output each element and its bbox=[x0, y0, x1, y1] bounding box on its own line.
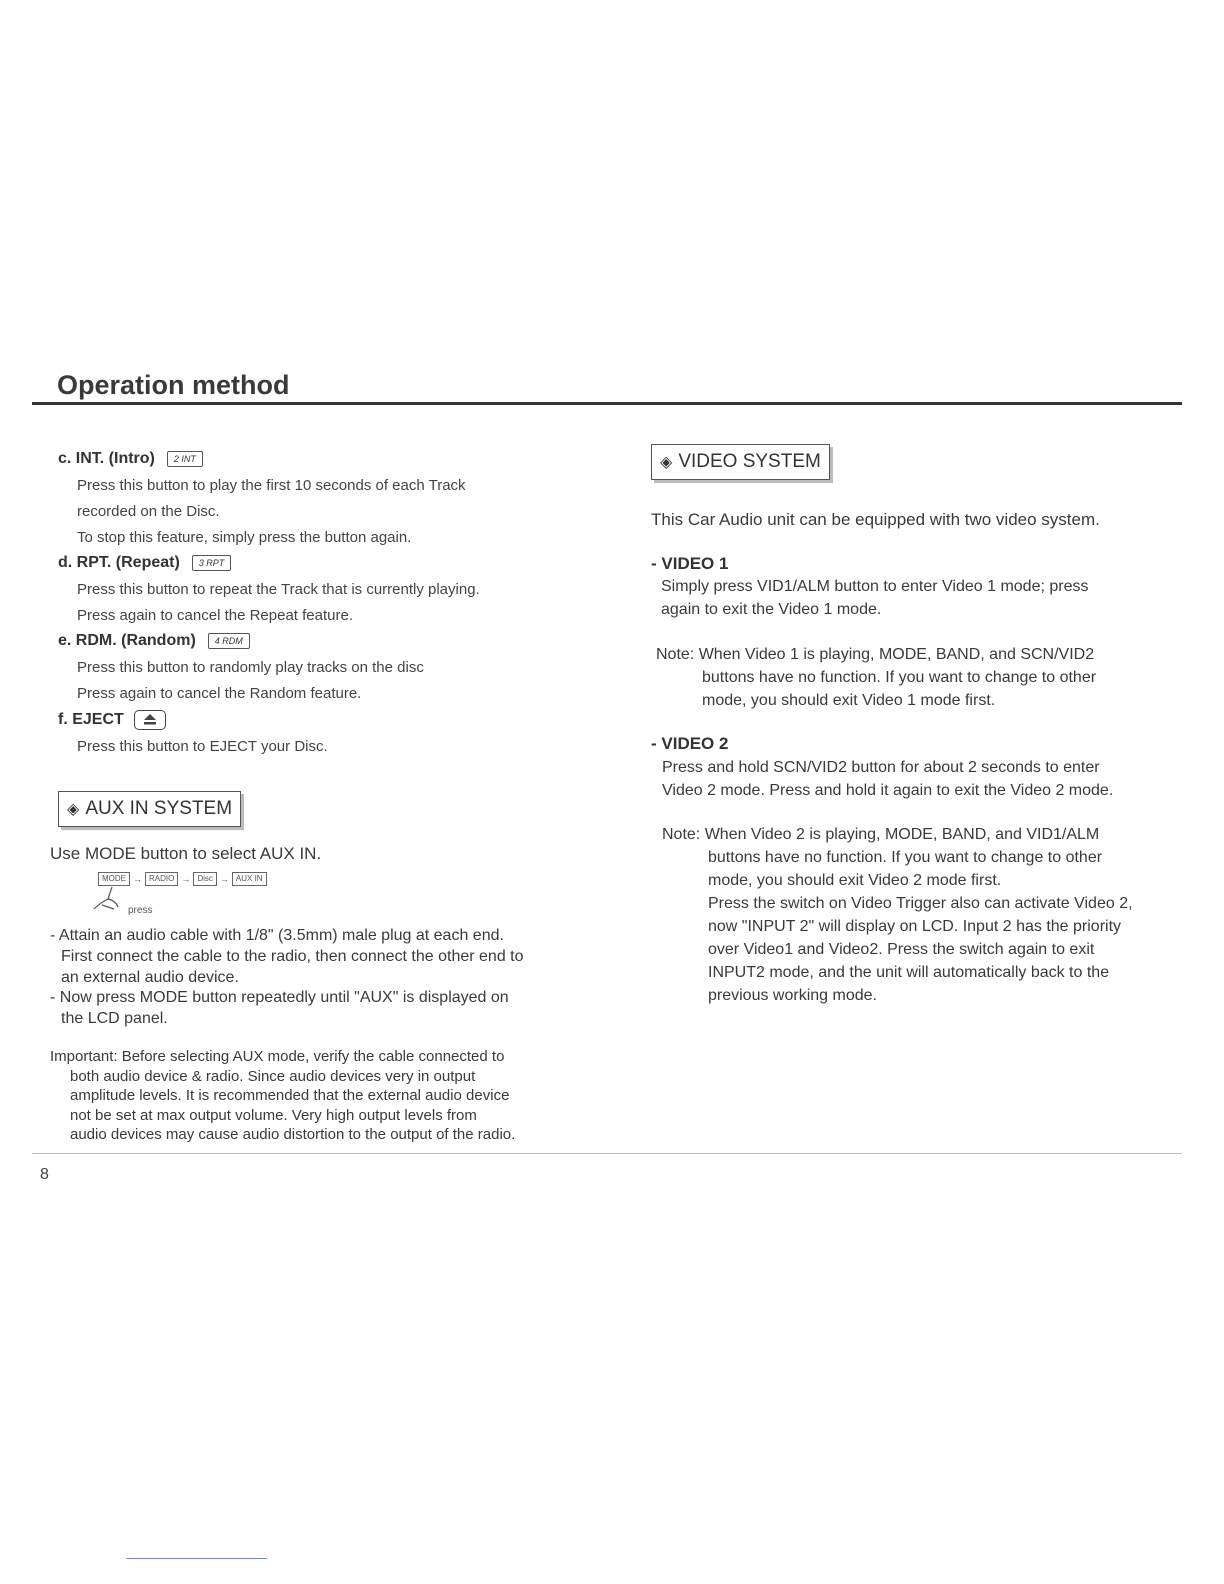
video2-note-line-2: buttons have no function. If you want to change to other bbox=[708, 849, 1103, 866]
scan-artifact-line bbox=[126, 1558, 267, 1559]
aux-important-note bbox=[50, 1047, 515, 1145]
mode-key: MODE bbox=[98, 872, 130, 886]
footer-divider bbox=[32, 1153, 1182, 1154]
video1-description bbox=[661, 575, 1088, 621]
video1-heading: - VIDEO 1 bbox=[651, 554, 729, 573]
aux-step-2-line-1: - Now press MODE button repeatedly until "AUX" is displayed on bbox=[50, 989, 509, 1006]
random-line-2: Press again to cancel the Random feature. bbox=[77, 685, 362, 702]
intro-line-3: To stop this feature, simply press the button again. bbox=[77, 529, 412, 546]
diamond-bullet-icon: ◈ bbox=[660, 454, 673, 471]
video2-note-line-8: previous working mode. bbox=[708, 987, 877, 1004]
aux-step-2 bbox=[50, 987, 509, 1029]
video-section-title: VIDEO SYSTEM bbox=[678, 451, 821, 472]
video1-line-1: Simply press VID1/ALM button to enter Video 1 mode; press bbox=[661, 578, 1089, 595]
intro-heading-label: c. INT. (Intro) bbox=[58, 450, 155, 467]
video2-note-line-3: mode, you should exit Video 2 mode first. bbox=[708, 872, 1002, 889]
repeat-description bbox=[77, 577, 480, 629]
intro-heading bbox=[58, 450, 203, 468]
video2-heading: - VIDEO 2 bbox=[651, 734, 729, 753]
aux-step-2-line-2: the LCD panel. bbox=[61, 1010, 168, 1027]
page-title: Operation method bbox=[57, 370, 290, 400]
repeat-line-1: Press this button to repeat the Track that is currently playing. bbox=[77, 581, 480, 598]
video2-description bbox=[662, 756, 1113, 802]
random-line-1: Press this button to randomly play tracks on the disc bbox=[77, 659, 424, 676]
aux-step-1 bbox=[50, 925, 524, 988]
diamond-bullet-icon: ◈ bbox=[67, 801, 80, 818]
intro-description bbox=[77, 473, 466, 551]
eject-heading-label: f. EJECT bbox=[58, 711, 124, 728]
video2-note-line-6: over Video1 and Video2. Press the switch again to exit bbox=[708, 941, 1095, 958]
eject-line-1: Press this button to EJECT your Disc. bbox=[77, 738, 328, 755]
arrow-right-icon: → bbox=[219, 874, 229, 884]
random-description bbox=[77, 655, 424, 707]
arrow-right-icon: → bbox=[181, 874, 191, 884]
radio-key: RADIO bbox=[145, 872, 178, 886]
video2-line-1: Press and hold SCN/VID2 button for about 2 seconds to enter bbox=[662, 759, 1100, 776]
important-line-4: not be set at max output volume. Very high output levels from bbox=[70, 1106, 477, 1124]
title-divider bbox=[32, 402, 1182, 405]
repeat-line-2: Press again to cancel the Repeat feature. bbox=[77, 607, 354, 624]
video1-note-line-1: Note: When Video 1 is playing, MODE, BAND, and SCN/VID2 bbox=[656, 646, 1095, 663]
intro-line-2: recorded on the Disc. bbox=[77, 503, 220, 520]
video2-note-line-1: Note: When Video 2 is playing, MODE, BAND, and VID1/ALM bbox=[662, 826, 1100, 843]
page-number: 8 bbox=[40, 1166, 49, 1183]
aux-step-1-line-1: - Attain an audio cable with 1/8" (3.5mm) male plug at each end. bbox=[50, 927, 504, 944]
aux-step-1-line-2: First connect the cable to the radio, then connect the other end to bbox=[61, 948, 524, 965]
repeat-button-badge: 3 RPT bbox=[192, 555, 232, 571]
aux-in-key: AUX IN bbox=[232, 872, 267, 886]
eject-description bbox=[77, 734, 328, 760]
video1-note-line-2: buttons have no function. If you want to change to other bbox=[702, 669, 1097, 686]
video1-note-line-3: mode, you should exit Video 1 mode first. bbox=[702, 692, 996, 709]
aux-step-1-line-3: an external audio device. bbox=[61, 969, 239, 986]
video2-note bbox=[662, 823, 1133, 1007]
video2-note-line-5: now "INPUT 2" will display on LCD. Input 2 has the priority bbox=[708, 918, 1122, 935]
eject-heading bbox=[58, 710, 166, 730]
intro-line-1: Press this button to play the first 10 seconds of each Track bbox=[77, 477, 466, 494]
repeat-heading-label: d. RPT. (Repeat) bbox=[58, 554, 180, 571]
disc-key: Disc bbox=[193, 872, 217, 886]
random-button-badge: 4 RDM bbox=[208, 633, 250, 649]
press-label: press bbox=[128, 905, 153, 916]
aux-section-header bbox=[58, 791, 241, 827]
random-heading-label: e. RDM. (Random) bbox=[58, 632, 196, 649]
intro-button-badge: 2 INT bbox=[167, 451, 203, 467]
repeat-heading bbox=[58, 554, 231, 572]
important-line-5: audio devices may cause audio distortion to the output of the radio. bbox=[70, 1126, 516, 1143]
important-line-2: both audio device & radio. Since audio devices very in output bbox=[70, 1067, 476, 1085]
video-intro: This Car Audio unit can be equipped with two video system. bbox=[651, 510, 1100, 529]
important-line-1: Important: Before selecting AUX mode, verify the cable connected to bbox=[50, 1048, 505, 1065]
video2-note-line-4: Press the switch on Video Trigger also can activate Video 2, bbox=[708, 895, 1133, 912]
pressing-hand-icon bbox=[90, 885, 130, 915]
aux-section-title: AUX IN SYSTEM bbox=[85, 798, 233, 819]
arrow-right-icon: → bbox=[133, 874, 142, 884]
video-section-header bbox=[651, 444, 830, 480]
eject-icon bbox=[134, 710, 166, 730]
video2-line-2: Video 2 mode. Press and hold it again to exit the Video 2 mode. bbox=[662, 782, 1114, 799]
random-heading bbox=[58, 632, 250, 650]
important-line-3: amplitude levels. It is recommended that the external audio device bbox=[70, 1087, 510, 1104]
aux-intro: Use MODE button to select AUX IN. bbox=[50, 844, 322, 863]
video1-line-2: again to exit the Video 1 mode. bbox=[661, 601, 882, 618]
video2-note-line-7: INPUT2 mode, and the unit will automatically back to the bbox=[708, 964, 1110, 981]
video1-note bbox=[656, 643, 1096, 712]
